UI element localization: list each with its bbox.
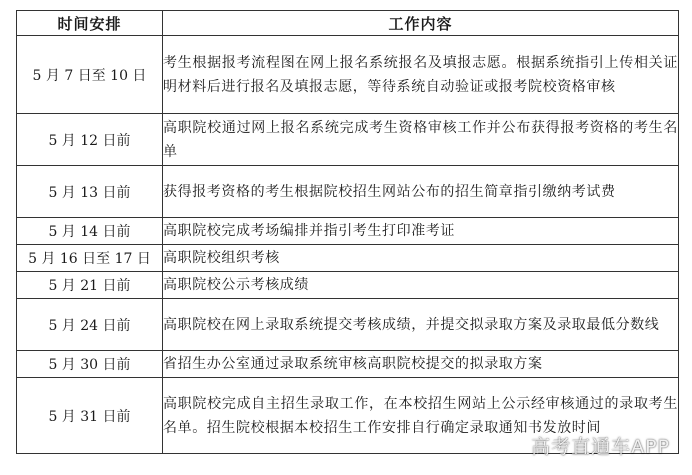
header-date: 时间安排: [17, 11, 163, 36]
row-date: 5 月 31 日前: [17, 378, 163, 454]
table-row: [17, 299, 679, 351]
table-row: [17, 351, 679, 378]
table-row: [17, 245, 679, 272]
row-date: 5 月 14 日前: [17, 218, 163, 245]
header-content: 工作内容: [163, 11, 679, 36]
row-content: 获得报考资格的考生根据院校招生网站公布的招生简章指引缴纳考试费: [163, 166, 679, 218]
row-content: 高职院校组织考核: [163, 245, 679, 272]
row-content: 省招生办公室通过录取系统审核高职院校提交的拟录取方案: [163, 351, 679, 378]
table-row: [17, 36, 679, 114]
watermark: 高考直通车APP: [531, 436, 670, 458]
row-content: 高职院校完成考场编排并指引考生打印准考证: [163, 218, 679, 245]
row-content: 高职院校在网上录取系统提交考核成绩，并提交拟录取方案及录取最低分数线: [163, 299, 679, 351]
row-date: 5 月 24 日前: [17, 299, 163, 351]
schedule-table: [16, 10, 679, 454]
table-row: [17, 218, 679, 245]
row-date: 5 月 30 日前: [17, 351, 163, 378]
row-content: 考生根据报考流程图在网上报名系统报名及填报志愿。根据系统指引上传相关证明材料后进行报名及填报志愿，等待系统自动验证或报考院校资格审核: [163, 36, 679, 114]
table-row: [17, 272, 679, 299]
row-content: 高职院校通过网上报名系统完成考生资格审核工作并公布获得报考资格的考生名单: [163, 114, 679, 166]
row-content: 高职院校完成自主招生录取工作，在本校招生网站上公示经审核通过的录取考生名单。招生院校根据本校招生工作安排自行确定录取通知书发放时间: [163, 378, 679, 454]
row-date: 5 月 7 日至 10 日: [17, 36, 163, 114]
row-date: 5 月 12 日前: [17, 114, 163, 166]
row-date: 5 月 16 日至 17 日: [17, 245, 163, 272]
table-row: [17, 114, 679, 166]
table-row: [17, 166, 679, 218]
row-date: 5 月 13 日前: [17, 166, 163, 218]
table-row: [17, 378, 679, 454]
row-content: 高职院校公示考核成绩: [163, 272, 679, 299]
table-header-row: [17, 11, 679, 36]
row-date: 5 月 21 日前: [17, 272, 163, 299]
